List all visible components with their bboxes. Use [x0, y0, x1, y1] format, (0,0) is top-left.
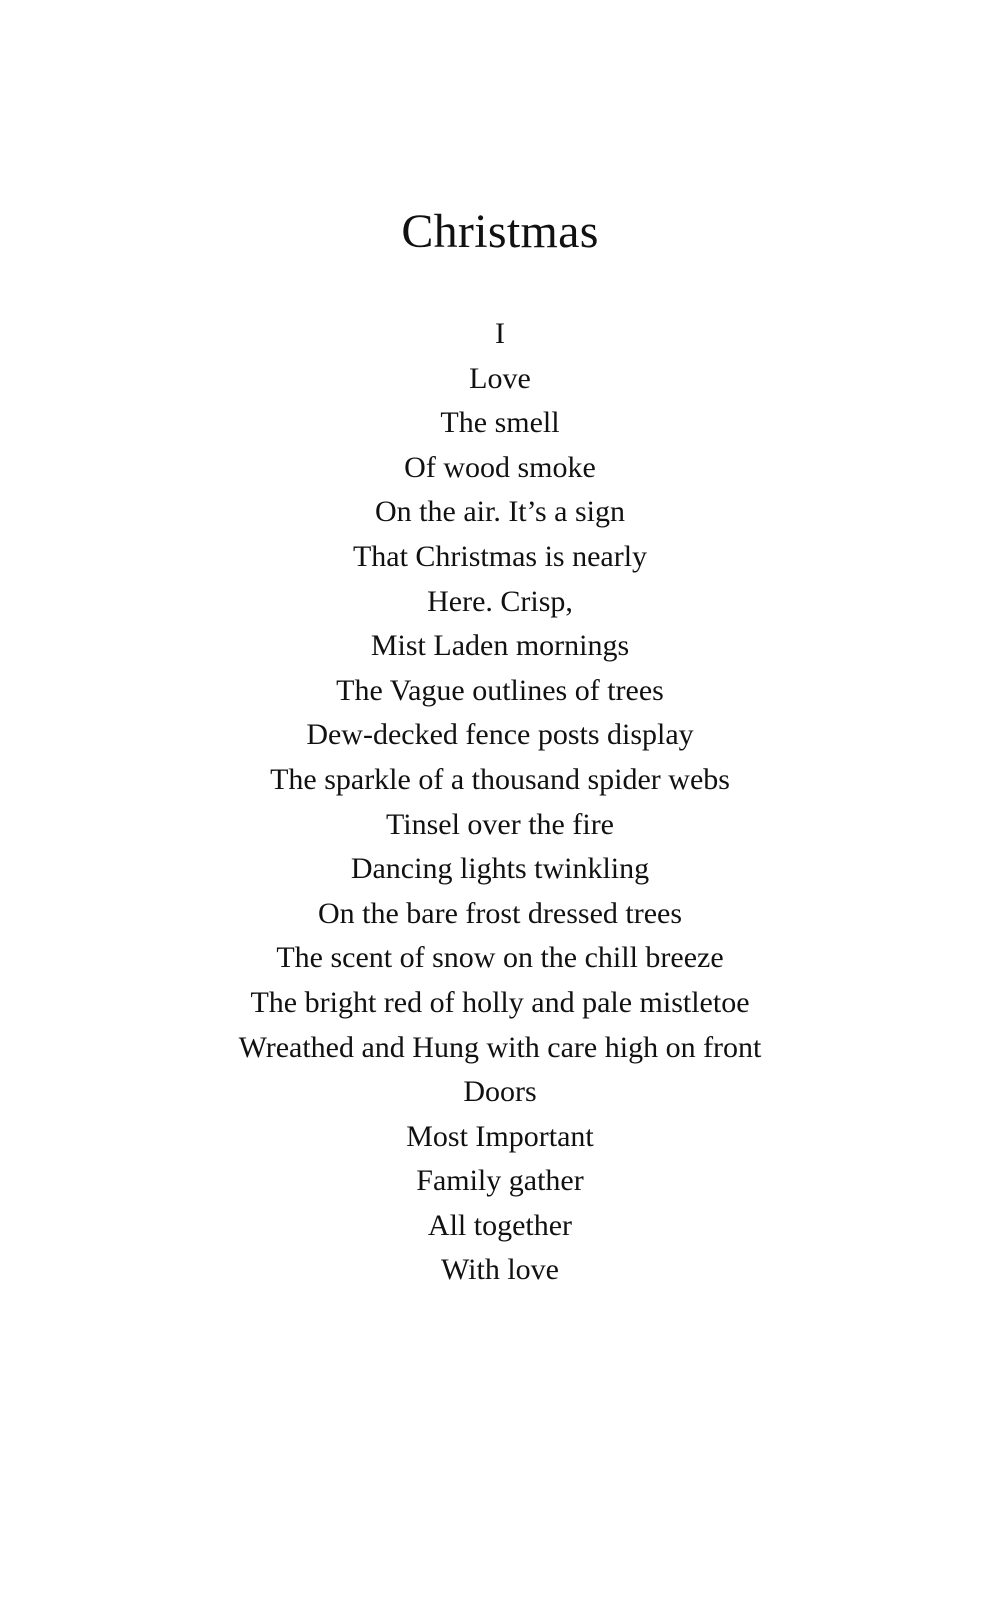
poem-line: Doors [463, 1075, 537, 1109]
poem-line: Wreathed and Hung with care high on front [238, 1030, 762, 1064]
poem-line: Tinsel over the fire [385, 807, 615, 841]
poem-line: All together [427, 1208, 573, 1242]
poem-line: On the air. It’s a sign [375, 495, 625, 529]
poem-line: Love [469, 361, 531, 395]
poem-line: Family gather [416, 1164, 584, 1198]
poem-line: Mist Laden mornings [370, 629, 630, 663]
poem-line: Most Important [406, 1119, 594, 1153]
poem-line: Dancing lights twinkling [350, 852, 650, 886]
poem-title: Christmas [401, 205, 599, 258]
poem-line: I [495, 317, 505, 350]
poem-line: Of wood smoke [404, 450, 596, 484]
poem-body [0, 312, 1000, 1293]
poem-line: The Vague outlines of trees [336, 673, 664, 707]
poem-line: The sparkle of a thousand spider webs [270, 762, 730, 796]
poem-line: With love [441, 1253, 559, 1287]
poem-line: On the bare frost dressed trees [317, 896, 683, 930]
poem-line: Here. Crisp, [427, 584, 573, 618]
poem-line: The scent of snow on the chill breeze [276, 941, 724, 975]
poem-line: That Christmas is nearly [352, 539, 648, 573]
poem-line: The smell [440, 406, 560, 440]
poem-line: The bright red of holly and pale mistletoe [250, 985, 750, 1019]
poem-line: Dew-decked fence posts display [306, 718, 694, 752]
